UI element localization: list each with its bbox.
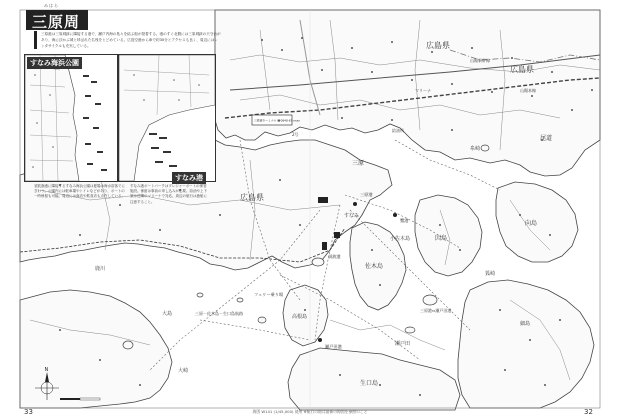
intro-text: 三原港は三原城跡に隣接する港で、瀬戸内海の島々を結ぶ船が発着する。港のすぐ北側には三原城跡の天守台があり、海に浮かぶ城と呼ばれた名残をとどめている。広島空港から車で約30分とアクセスも良く、周辺にはレンタサイクルも充実している。 (34, 31, 221, 49)
label-hiroshima-top: 広島県 (426, 41, 450, 50)
port-label-setoda: 瀬戸田港 (325, 344, 342, 349)
label-oshima: 大島 (162, 311, 173, 317)
label-sunami: すなみ (344, 213, 360, 219)
inset-park-map (25, 55, 117, 181)
page-number-left: 33 (24, 408, 33, 416)
inset-park-label: すなみ海浜公園 (27, 57, 82, 69)
port-label-sagishima: 鷺港 (400, 218, 409, 223)
islet (258, 317, 266, 323)
port-label-sunami: 須波港 (328, 254, 341, 259)
label-fuel: 給油所 (392, 128, 404, 133)
label-mukaishima: 向島 (525, 220, 538, 227)
route-label-sanyo: 山陽本線 (520, 88, 536, 93)
inset-port-map (119, 55, 215, 181)
route-label-ferry-sub: 三原港⇔瀬戸田港 (420, 308, 452, 313)
islet (197, 293, 203, 297)
title-ruby: みはら (44, 3, 59, 8)
label-hosojima: 細島 (520, 321, 531, 327)
islet (237, 298, 243, 302)
label-innoshima: 因島 (435, 235, 448, 242)
route-label-shinkansen: 山陽新幹線 (470, 58, 490, 63)
label-marina: マリーナ (415, 88, 431, 93)
islet (405, 327, 415, 333)
route-label-rt2: 2号 (292, 132, 299, 137)
label-ozaki: 大崎 (178, 368, 189, 374)
page-title (26, 3, 88, 52)
label-itozaki: 糸崎 (470, 146, 481, 152)
label-kitsunezaki: 狐崎 (485, 271, 496, 277)
label-takanejima: 高根島 (292, 314, 308, 320)
scale-bar (60, 398, 100, 400)
inset-park (24, 54, 118, 182)
info-box-text: 三原港ターミナル ☎0848-67-xxxx (254, 118, 300, 123)
islet (312, 258, 324, 266)
port-label-ferry-terminal: フェリー乗り場 (254, 292, 284, 297)
inset-port-label: すなみ港 (172, 172, 206, 184)
page-number-right: 32 (584, 408, 593, 416)
label-ikuchijima: 生口島 (360, 380, 379, 387)
label-hiroshima-main: 広島県 (240, 193, 264, 202)
islet (423, 295, 437, 305)
label-sagishima: 佐木島 (365, 263, 384, 270)
label-mihara: 三原 (352, 160, 365, 167)
label-hiroshima-top-right: 広島県 (510, 65, 534, 74)
route-label-ferry-main: 三原－佐木島－生口島航路 (195, 311, 243, 316)
islet (481, 145, 489, 151)
label-kosagi: 小佐木島 (390, 236, 411, 242)
footer-note: 海図 W141 (1/45,000) 使用 ※航行の際は最新の海図を参照のこと (252, 409, 368, 414)
label-setoda: 瀬戸田 (395, 341, 411, 347)
desc-left: 須波漁港に隣接するすなみ海浜公園は夏場は海水浴客でにぎわう。公園内には駐車場やトイレなどがあり、ボートの一時係留も可能。周辺には商店や飲食店も点在している。 (34, 184, 125, 199)
islet (123, 341, 133, 349)
port-label-mihara: 三原港 (360, 192, 373, 197)
desc-right: すなみ港ボートパークはプレジャーボートの保管施設。係留は事前の申し込みが必要。給油や上下架は近隣のマリーナで対応。周辺の航行は漁船に注意すること。 (130, 184, 207, 204)
label-kanokawa: 鹿川 (95, 266, 106, 272)
compass-n: N (44, 367, 49, 373)
label-onomichi: 尾道 (540, 135, 553, 142)
title-text: 三原周辺 (32, 13, 81, 52)
inset-port (118, 54, 216, 182)
